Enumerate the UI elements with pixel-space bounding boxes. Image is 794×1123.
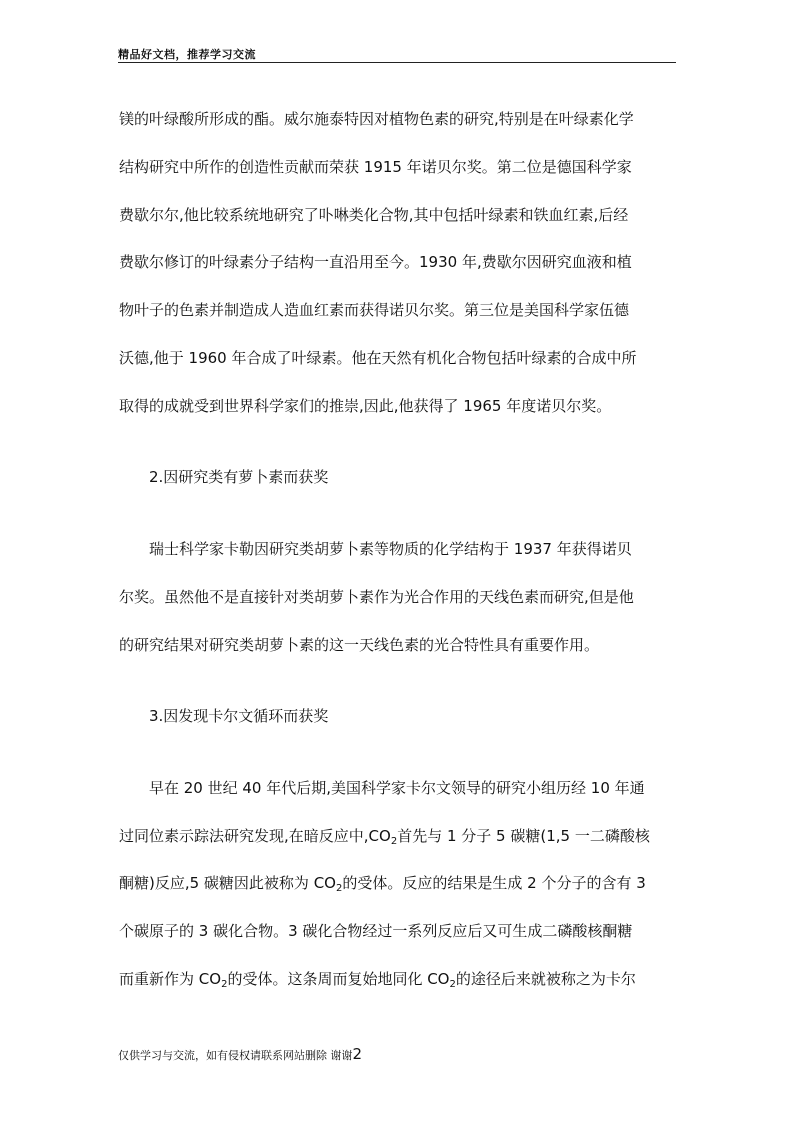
text-line bbox=[119, 966, 679, 1014]
section-heading: 2.因研究类有萝卜素而获奖 bbox=[149, 468, 329, 487]
page-header: 精品好文档，推荐学习交流 bbox=[118, 48, 256, 61]
text-fragment: 的受体。反应的结果是生成 2 个分子的含有 3 bbox=[342, 874, 646, 893]
document-body bbox=[119, 106, 679, 1014]
text-line: 瑞士科学家卡勒因研究类胡萝卜素等物质的化学结构于 1937 年获得诺贝 bbox=[149, 539, 632, 558]
text-line: 早在 20 世纪 40 年代后期,美国科学家卡尔文领导的研究小组历经 10 年通 bbox=[149, 778, 645, 797]
text-fragment: 而重新作为 CO bbox=[119, 969, 222, 988]
text-line: 物叶子的色素并制造成人造血红素而获得诺贝尔奖。第三位是美国科学家伍德 bbox=[119, 301, 630, 320]
section-heading: 3.因发现卡尔文循环而获奖 bbox=[149, 707, 329, 726]
text-fragment: 首先与 1 分子 5 碳糖(1,5 一二磷酸核 bbox=[397, 826, 650, 845]
subscript: 2 bbox=[221, 978, 228, 990]
header-rule bbox=[118, 62, 676, 63]
page-footer bbox=[118, 1045, 362, 1063]
subscript: 2 bbox=[335, 883, 343, 895]
text-line: 费歇尔尔,他比较系统地研究了卟啉类化合物,其中包括叶绿素和铁血红素,后经 bbox=[119, 205, 629, 224]
text-fragment: 过同位素示踪法研究发现,在暗反应中,CO bbox=[119, 826, 391, 845]
text-line: 的研究结果对研究类胡萝卜素的这一天线色素的光合特性具有重要作用。 bbox=[119, 635, 600, 654]
text-line: 尔奖。虽然他不是直接针对类胡萝卜素作为光合作用的天线色素而研究,但是他 bbox=[119, 587, 634, 606]
text-line: 取得的成就受到世界科学家们的推崇,因此,他获得了 1965 年度诺贝尔奖。 bbox=[119, 396, 612, 415]
text-line bbox=[119, 823, 679, 871]
page-number: 2 bbox=[352, 1045, 363, 1063]
text-line bbox=[119, 870, 679, 918]
text-line: 结构研究中所作的创造性贡献而荣获 1915 年诺贝尔奖。第二位是德国科学家 bbox=[119, 157, 632, 176]
footer-text: 仅供学习与交流，如有侵权请联系网站删除 谢谢 bbox=[118, 1049, 353, 1062]
text-fragment: 的受体。这条周而复始地同化 CO bbox=[227, 969, 450, 988]
text-line: 沃德,他于 1960 年合成了叶绿素。他在天然有机化合物包括叶绿素的合成中所 bbox=[119, 348, 637, 367]
text-line: 镁的叶绿酸所形成的酯。威尔施泰特因对植物色素的研究,特别是在叶绿素化学 bbox=[119, 110, 634, 128]
text-line: 费歇尔修订的叶绿素分子结构一直沿用至今。1930 年,费歇尔因研究血液和植 bbox=[119, 253, 632, 272]
subscript: 2 bbox=[390, 835, 398, 847]
text-line: 个碳原子的 3 碳化合物。3 碳化合物经过一系列反应后又可生成二磷酸核酮糖 bbox=[119, 922, 633, 941]
text-fragment: 酮糖)反应,5 碳糖因此被称为 CO bbox=[119, 874, 336, 893]
text-fragment: 的途径后来就被称之为卡尔 bbox=[455, 969, 636, 988]
subscript: 2 bbox=[449, 978, 456, 990]
